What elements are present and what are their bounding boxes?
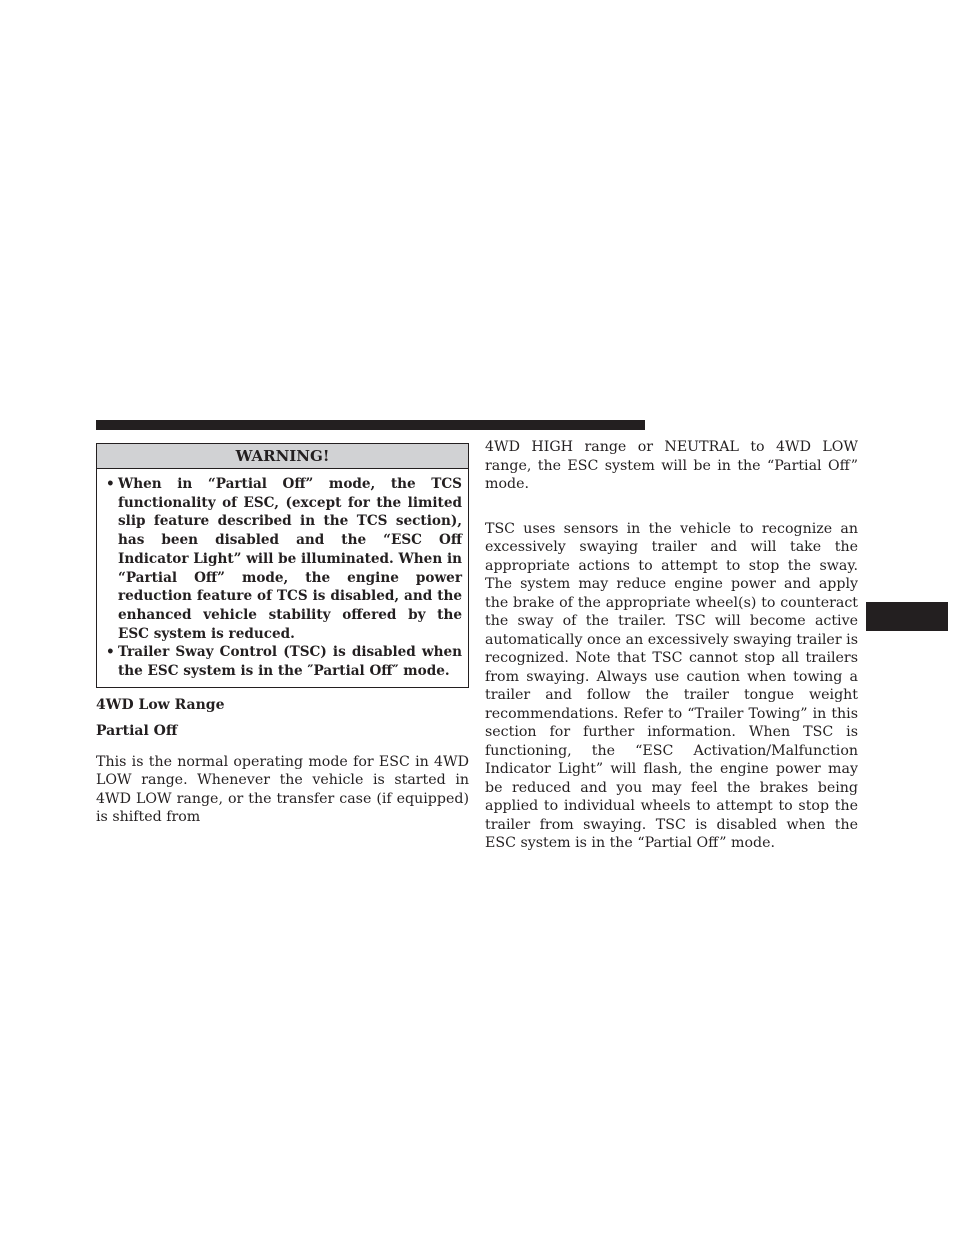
chapter-tab [866, 602, 948, 631]
tsc-paragraph: TSC uses sensors in the vehicle to recognize an excessively swaying trailer and will take the appropriate actions to attempt to stop the sway. The system may reduce engine power and apply the brake of the appropriate wheel(s) to counteract the sway of the trailer. TSC will become active automatically once an excessively swaying trailer is recognized. Note that TSC cannot stop all trailers from swaying. Always use caution when towing a trailer and follow the trailer tongue weight recommendations. Refer to “Trailer Towing” in this section for further information. When TSC is functioning, the “ESC Activation/Malfunction Indicator Light” will flash, the engine power may be reduced and you may feel the brakes being applied to individual wheels to attempt to stop the trailer from swaying. TSC is disabled when the ESC system is in the “Partial Off” mode. [485, 520, 858, 851]
bullet-icon: • [106, 644, 115, 661]
section-heading: 4WD Low Range [96, 696, 225, 713]
body-paragraph-continued: 4WD HIGH range or NEUTRAL to 4WD LOW range, the ESC system will be in the “Partial Off” mode. [485, 439, 858, 492]
warning-box [96, 443, 469, 688]
warning-title: WARNING! [97, 444, 468, 469]
section-subheading: Partial Off [96, 723, 178, 740]
warning-item [103, 475, 462, 643]
warning-list [97, 469, 468, 687]
bullet-icon: • [106, 476, 115, 492]
warning-item-text: Trailer Sway Control (TSC) is disabled when the ESC system is in the ″Partial Off″ mode. [118, 644, 462, 680]
warning-item [103, 643, 462, 680]
warning-item-text: When in “Partial Off” mode, the TCS functionality of ESC, (except for the limited slip feature described in the TCS section), has been disabled and the “ESC Off Indicator Light” will be illuminated. When in “Partial Off” mode, the engine power reduction feature of TCS is disabled, and the enhanced vehicle stability offered by the ESC system is reduced. [118, 476, 462, 642]
left-column [96, 443, 469, 827]
body-paragraph: This is the normal operating mode for ESC in 4WD LOW range. Whenever the vehicle is started in 4WD LOW range, or the transfer case (if equipped) is shifted from [96, 753, 469, 826]
right-column [485, 438, 858, 853]
header-rule [96, 420, 645, 430]
